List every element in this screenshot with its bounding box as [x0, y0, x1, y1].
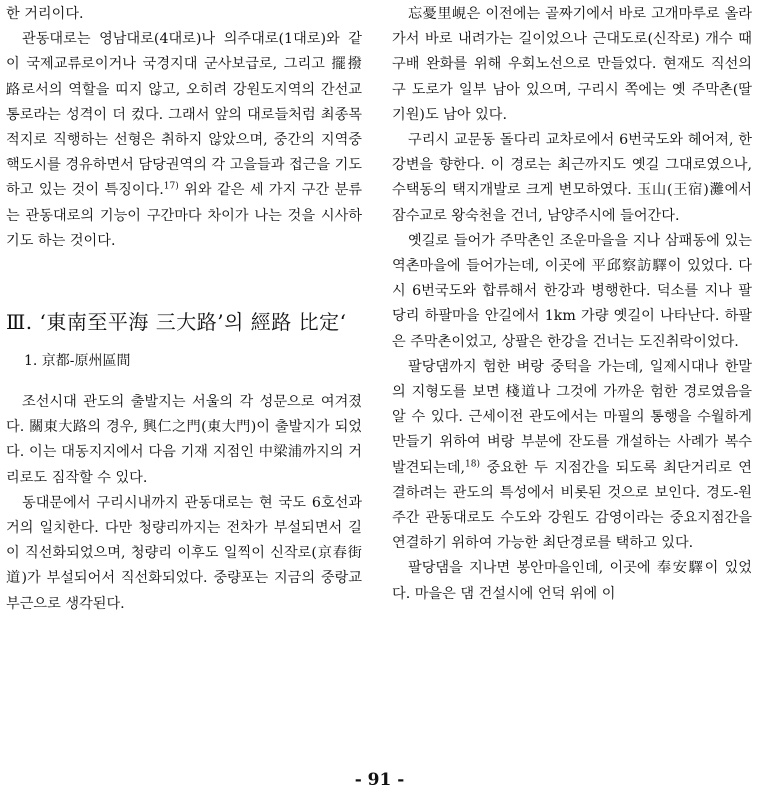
section-heading: Ⅲ. ‘東南至平海 三大路’의 經路 比定‘ [6, 310, 347, 335]
page-number: - 91 - [354, 770, 405, 790]
paragraph-text: 관동대로는 영남대로(4대로)나 의주대로(1대로)와 같이 국제교류로이거나 국경지대 군사보급로, 그리고 擺撥路로서의 역할을 띠지 않고, 오히려 강원도지역의 간선교통로라는 성격이 더 컸다. 그래서 앞의 대로들처럼 최종목적지로 직행하는 선형은 취하지 않았으며, 중간의 지역중핵도시를 경유하면서 담당권역의 각 고을들과 접근을 기도하고 있는 것이 특징이다. [6, 31, 362, 199]
paragraph-gwandong-role [6, 27, 362, 254]
paragraph-text-continued: 중요한 두 지점간을 되도록 최단거리로 연결하려는 관도의 특성에서 비롯된 것으로 보인다. 경도-원주간 관동대로도 수도와 강원도 감영이라는 중요지점간을 연결하기 위하여 가능한 최단경로를 택하고 있다. [392, 459, 752, 552]
paragraph-guri-gyomun: 구리시 교문동 돌다리 교차로에서 6번국도와 헤어져, 한강변을 향한다. 이 경로는 최근까지도 옛길 그대로였으나, 수택동의 택지개발로 크게 변모하였다. 玉山(王宿)灘에서 잠수교로 왕숙천을 건너, 남양주시에 들어간다. [392, 132, 752, 224]
sub-heading: 1. 京都-原州區間 [24, 353, 131, 370]
paragraph-text: 팔당댐까지 험한 벼랑 중턱을 가는데, 일제시대나 한말의 지형도를 보면 棧道나 그것에 가까운 험한 경로였음을 알 수 있다. 근세이전 관도에서는 마필의 통행을 수월하게 만들기 위하여 벼랑 부분에 잔도를 개설하는 사례가 복수 발견되는데, [392, 358, 752, 476]
paragraph-old-road: 옛길로 들어가 주막촌인 조운마을을 지나 삼패동에 있는 역촌마을에 들어가는데, 이곳에 平邱察訪驛이 있었다. 다시 6번국도와 합류해서 한강과 병행한다. 덕소를 지나 팔당리 하팔마을 안길에서 1km 가량 옛길이 나타난다. 하팔은 주막촌이었고, 상팔은 한강을 건너는 도진취락이었다. [392, 232, 752, 350]
paragraph-bongan: 팔당댐을 지나면 봉안마을인데, 이곳에 奉安驛이 있었다. 마을은 댐 건설시에 언덕 위에 이 [392, 560, 752, 602]
paragraph-continued: 한 거리이다. [6, 6, 84, 22]
footnote-ref-18[interactable]: 18) [465, 458, 481, 469]
spacer [6, 254, 362, 278]
left-column [6, 2, 362, 617]
paragraph-mangu-pass: 忘憂里峴은 이전에는 골짜기에서 바로 고개마루로 올라가서 바로 내려가는 길이었으나 근대도로(신작로) 개수 때 구배 완화를 위해 우회노선으로 만들었다. 현재도 직선의 구 도로가 일부 남아 있으며, 구리시 쪽에는 옛 주막촌(딸기원)도 남아 있다. [392, 6, 752, 123]
right-column [392, 2, 752, 607]
paragraph-starting-point: 조선시대 관도의 출발지는 서울의 각 성문으로 여겨졌다. 關東大路의 경우, 興仁之門(東大門)이 출발지가 되었다. 이는 대동지지에서 다음 기재 지점인 中梁浦까지의 거리로도 짐작할 수 있다. [6, 394, 362, 486]
paragraph-text-continued: 위와 같은 세 가지 구간 분류는 관동대로의 기능이 구간마다 차이가 나는 것을 시사하기도 하는 것이다. [6, 182, 362, 249]
footnote-ref-17[interactable]: 17) [163, 181, 179, 192]
paragraph-dongdaemun-guri: 동대문에서 구리시내까지 관동대로는 현 국도 6호선과 거의 일치한다. 다만 청량리까지는 전차가 부설되면서 길이 직선화되었으며, 청량리 이후도 일찍이 신작로(京春街道)가 부설되어서 직선화되었다. 중량포는 지금의 중랑교 부근으로 생각된다. [6, 494, 362, 612]
paragraph-paldang-dam [392, 355, 752, 557]
